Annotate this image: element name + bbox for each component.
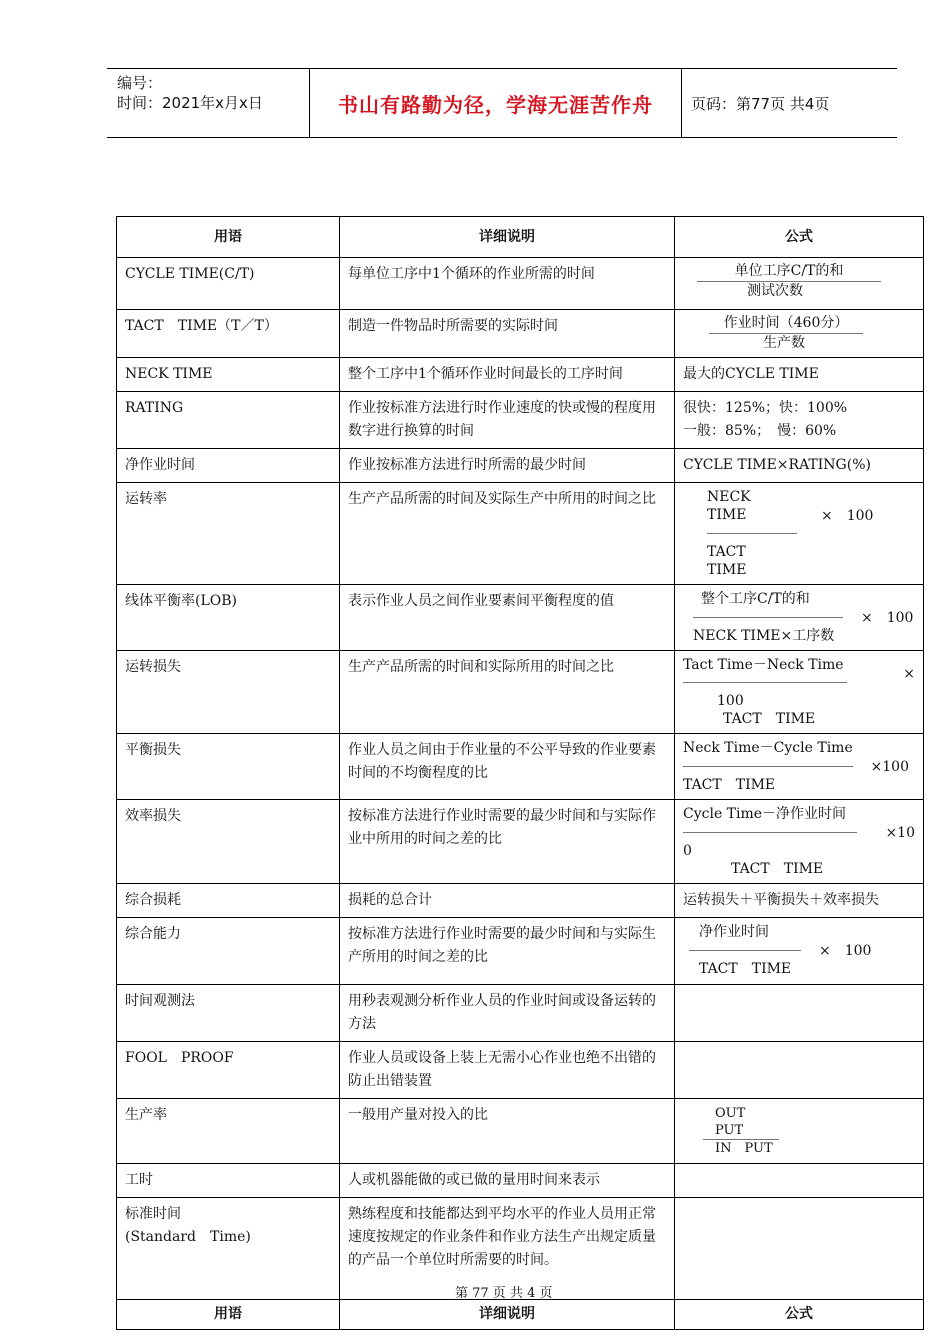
formula-cell [675,985,924,1042]
header-page-label: 页码：第77页 共4页 [691,94,830,113]
formula-denominator: TACT TIME [731,861,824,877]
table-row [117,449,924,483]
formula-numerator: 作业时间（460分） [723,315,849,331]
desc-cell: 生产产品所需的时间及实际生产中所用的时间之比 [340,483,675,585]
table-row [117,918,924,985]
formula-cell [675,392,924,449]
formula-cell: 运转损失＋平衡损失＋效率损失 [675,884,924,918]
formula-numerator: 整个工序C/T的和 [701,591,810,607]
desc-cell: 一般用产量对投入的比 [340,1099,675,1164]
desc-cell: 损耗的总合计 [340,884,675,918]
header-motto: 书山有路勤为径，学海无涯苦作舟 [338,92,653,117]
formula-denominator: TACT TIME [683,777,776,793]
fraction-line [707,533,797,534]
term-cell: TACT TIME（T／T） [117,310,340,358]
desc-cell: 作业按标准方法进行时作业速度的快或慢的程度用数字进行换算的时间 [340,392,675,449]
col-header-desc: 详细说明 [340,217,675,258]
desc-cell: 按标准方法进行作业时需要的最少时间和与实际作业中所用的时间之差的比 [340,800,675,884]
formula-cell [675,585,924,651]
formula-multiplier: ×100 [870,759,909,775]
formula-cell [675,651,924,734]
desc-cell: 生产产品所需的时间和实际所用的时间之比 [340,651,675,734]
formula-cell [675,1099,924,1164]
serial-label: 编号： [117,74,163,92]
col-header-formula: 公式 [675,217,924,258]
term-cell: CYCLE TIME(C/T) [117,258,340,310]
formula-cell: CYCLE TIME×RATING(%) [675,449,924,483]
term-cell: 运转损失 [117,651,340,734]
formula-cell [675,800,924,884]
formula-multiplier: × 100 [821,508,874,524]
formula-denominator: IN PUT [715,1141,773,1156]
term-label-en: (Standard Time) [125,1229,251,1245]
term-cell: RATING [117,392,340,449]
formula-multiplier-value: 100 [717,693,744,709]
desc-cell: 人或机器能做的或已做的量用时间来表示 [340,1164,675,1198]
formula-multiplier-value: 0 [683,843,692,859]
desc-cell: 按标准方法进行作业时需要的最少时间和与实际生产所用的时间之差的比 [340,918,675,985]
formula-cell [675,918,924,985]
formula-line: 很快：125%；快：100% [683,400,848,416]
term-cell: 平衡损失 [117,734,340,800]
formula-numerator: 净作业时间 [699,924,769,940]
formula-numerator: 单位工序C/T的和 [734,263,844,279]
table-row [117,392,924,449]
glossary-table [116,216,924,1330]
table-row [117,585,924,651]
page-header [107,68,897,138]
term-cell: NECK TIME [117,358,340,392]
term-cell: 综合损耗 [117,884,340,918]
table-row [117,734,924,800]
table-row [117,358,924,392]
desc-cell: 表示作业人员之间作业要素间平衡程度的值 [340,585,675,651]
term-cell: 净作业时间 [117,449,340,483]
formula-multiplier: ×10 [885,825,915,841]
header-divider [681,69,682,137]
desc-cell: 作业人员或设备上装上无需小心作业也绝不出错的防止出错装置 [340,1042,675,1099]
formula-cell [675,734,924,800]
desc-cell: 制造一件物品时所需要的实际时间 [340,310,675,358]
desc-cell: 作业人员之间由于作业量的不公平导致的作业要素时间的不均衡程度的比 [340,734,675,800]
formula-denominator: TACT TIME [699,961,792,977]
fraction-line [693,617,843,618]
formula-multiplier: × 100 [861,610,914,626]
desc-cell: 作业按标准方法进行时所需的最少时间 [340,449,675,483]
table-row [117,1099,924,1164]
table-row [117,651,924,734]
table-row [117,1164,924,1198]
formula-numerator: OUT PUT [715,1106,759,1138]
term-cell: 效率损失 [117,800,340,884]
desc-cell: 整个工序中1个循环作业时间最长的工序时间 [340,358,675,392]
term-label: 标准时间 [125,1206,181,1222]
formula-denominator: 生产数 [763,335,805,351]
fraction-line [683,766,853,767]
desc-cell: 用秒表观测分析作业人员的作业时间或设备运转的方法 [340,985,675,1042]
formula-numerator: Cycle Time－净作业时间 [683,806,847,822]
term-cell: 综合能力 [117,918,340,985]
term-cell: 时间观测法 [117,985,340,1042]
table-row [117,985,924,1042]
fraction-line [689,950,801,951]
table-header-row [117,217,924,258]
desc-cell: 每单位工序中1个循环的作业所需的时间 [340,258,675,310]
formula-cell [675,1164,924,1198]
term-cell: 生产率 [117,1099,340,1164]
formula-denominator: TACT TIME [707,544,760,578]
col-header-desc: 详细说明 [340,1300,675,1330]
formula-multiplier: × [903,666,915,682]
desc-cell: 熟练程度和技能都达到平均水平的作业人员用正常速度按规定的作业条件和作业方法生产出规定质量的产品一个单位时所需要的时间。 [340,1198,675,1300]
fraction-line [683,682,847,683]
table-row [117,310,924,358]
formula-denominator: NECK TIME×工序数 [693,628,835,644]
table-row [117,258,924,310]
term-cell: 工时 [117,1164,340,1198]
formula-numerator: Neck Time－Cycle Time [683,740,853,756]
formula-cell [675,310,924,358]
formula-cell: 最大的CYCLE TIME [675,358,924,392]
formula-numerator: NECK TIME [707,489,765,523]
formula-cell [675,483,924,585]
table-row [117,800,924,884]
formula-denominator: TACT TIME [723,711,816,727]
page-footer: 第 77 页 共 4 页 [455,1286,553,1301]
formula-multiplier: × 100 [819,943,872,959]
formula-line: 一般：85%； 慢：60% [683,423,837,439]
header-meta [117,73,263,113]
formula-cell [675,258,924,310]
col-header-formula: 公式 [675,1300,924,1330]
term-cell: 线体平衡率(LOB) [117,585,340,651]
term-cell: 运转率 [117,483,340,585]
formula-numerator: Tact Time－Neck Time [683,657,844,673]
term-cell: FOOL PROOF [117,1042,340,1099]
table-footer-header-row [117,1300,924,1330]
formula-denominator: 测试次数 [747,283,803,299]
table-row [117,483,924,585]
col-header-term: 用语 [117,1300,340,1330]
col-header-term: 用语 [117,217,340,258]
formula-cell [675,1042,924,1099]
date-label: 时间：2021年x月x日 [117,94,263,112]
fraction-line [683,832,857,833]
table-row [117,1042,924,1099]
table-row [117,884,924,918]
